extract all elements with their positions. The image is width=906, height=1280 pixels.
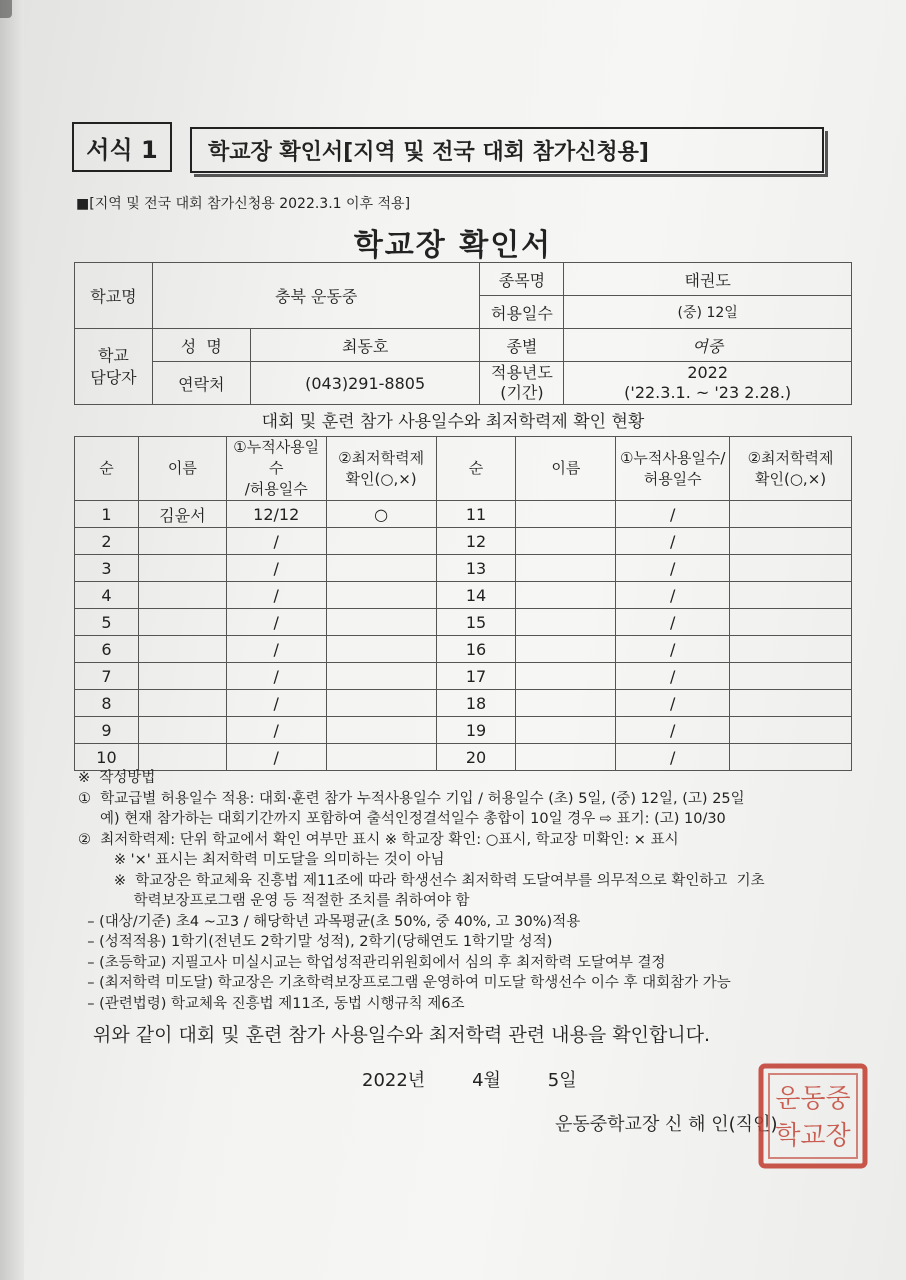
table-row [75,501,852,528]
cell-left-days: / [226,528,326,555]
section-title: 대회 및 훈련 참가 사용일수와 최저학력제 확인 현황 [261,412,645,432]
table-row [75,663,852,690]
instruction-line: – (관련법령) 학교체육 진흥법 제11조, 동법 시행규칙 제6조 [78,995,465,1012]
cell-left-days: 12/12 [226,501,326,528]
cell-right-days: / [616,582,730,609]
name-label: 성 명 [152,329,250,362]
table-body [75,501,852,771]
cell-left-check [326,744,436,771]
cell-left-name [138,528,226,555]
contact-value: (043)291-8805 [250,362,480,405]
document-title: 학교장 확인서 [353,228,553,263]
table-row [75,528,852,555]
cell-left-check [326,555,436,582]
cell-left-no: 2 [75,528,139,555]
cell-right-name [516,663,616,690]
cell-left-no: 7 [75,663,139,690]
cell-left-check [326,609,436,636]
cell-left-name: 김윤서 [138,501,226,528]
cell-right-no: 11 [436,501,516,528]
staple-mark [0,0,12,18]
name-value: 최동호 [250,329,480,362]
table-row [75,555,852,582]
seal-text-bottom: 학교장 [775,1121,851,1151]
table-row [75,717,852,744]
cell-right-days: / [616,528,730,555]
sport-label: 종목명 [480,263,564,296]
cell-right-check [730,555,852,582]
table-row [75,744,852,771]
instruction-line: 예) 현재 참가하는 대회기간까지 포함하여 출석인정결석일수 총합이 10일 경우 ⇨ 표기: (고) 10/30 [100,811,726,827]
cell-right-check [730,663,852,690]
header-cell: ①누적사용일수 /허용일수 [226,437,326,501]
seal-text-top: 운동중 [775,1084,851,1114]
cell-left-name [138,744,226,771]
header-cell: ②최저학력제 확인(○,×) [326,437,436,501]
cell-right-days: / [616,663,730,690]
header-cell: ①누적사용일수/ 허용일수 [616,437,730,501]
cell-left-no: 9 [75,717,139,744]
header-cell: 이름 [516,437,616,501]
instruction-line: – (성적적용) 1학기(전년도 2학기말 성적), 2학기(당해연도 1학기말 성적) [78,934,553,950]
cell-right-no: 19 [436,717,516,744]
cell-left-days: / [226,555,326,582]
cell-right-name [516,717,616,744]
cell-right-days: / [616,717,730,744]
sport-value: 태권도 [564,263,852,296]
cell-left-check [326,663,436,690]
form-title: 학교장 확인서[지역 및 전국 대회 참가신청용] [190,127,824,173]
cell-right-name [516,582,616,609]
confirmation-statement: 위와 같이 대회 및 훈련 참가 사용일수와 최저학력 관련 내용을 확인합니다. [93,1024,711,1046]
year-value: 2022 [687,363,729,382]
cell-right-days: / [616,555,730,582]
cell-right-days: / [616,636,730,663]
gender-label: 종별 [480,329,564,362]
cell-left-no: 5 [75,609,139,636]
table-row [75,582,852,609]
cell-left-name [138,582,226,609]
cell-right-no: 13 [436,555,516,582]
official-seal-stamp [757,1062,869,1170]
cell-left-no: 10 [75,744,139,771]
cell-left-name [138,555,226,582]
cell-left-check [326,582,436,609]
cell-right-check [730,501,852,528]
cell-right-no: 20 [436,744,516,771]
cell-right-days: / [616,609,730,636]
cell-left-days: / [226,636,326,663]
cell-right-days: / [616,744,730,771]
cell-left-days: / [226,744,326,771]
cell-right-name [516,744,616,771]
cell-right-name [516,555,616,582]
cell-left-no: 6 [75,636,139,663]
cell-left-check [326,528,436,555]
period-value: ('22.3.1. ~ '23 2.28.) [624,383,792,402]
table-row [75,690,852,717]
cell-left-check: ○ [326,501,436,528]
cell-right-days: / [616,501,730,528]
school-name-value: 충북 운동중 [152,263,480,329]
table-row [75,609,852,636]
cell-right-check [730,636,852,663]
cell-right-no: 12 [436,528,516,555]
year-cell [564,362,852,405]
form-number-label: 서식 1 [72,122,172,172]
cell-right-check [730,717,852,744]
manager-label: 학교 담당자 [75,329,153,405]
header-cell: 순 [436,437,516,501]
cell-left-check [326,636,436,663]
cell-left-days: / [226,582,326,609]
instruction-line: 학력보장프로그램 운영 등 적절한 조치를 취하여야 함 [106,893,470,909]
allowed-days-value: (중) 12일 [564,296,852,329]
header-cell: 순 [75,437,139,501]
instruction-line: – (초등학교) 지필고사 미실시교는 학업성적관리위원회에서 심의 후 최저학력 도달여부 결정 [78,954,666,971]
cell-right-no: 18 [436,690,516,717]
cell-left-check [326,717,436,744]
cell-left-no: 8 [75,690,139,717]
cell-right-name [516,690,616,717]
cell-left-days: / [226,609,326,636]
gender-value: 여중 [564,329,852,362]
instruction-line: ② 최저학력제: 단위 학교에서 확인 여부만 표시 ※ 학교장 확인: ○표시, 학교장 미확인: × 표시 [78,831,679,848]
cell-right-name [516,501,616,528]
application-notice: ■[지역 및 전국 대회 참가신청용 2022.3.1 이후 적용] [76,196,411,212]
instruction-line: – (최저학력 미도달) 학교장은 기초학력보장프로그램 운영하여 미도달 학생선수 이수 후 대회참가 가능 [78,975,731,991]
cell-right-check [730,582,852,609]
instruction-line: ※ 작성방법 [78,770,156,786]
cell-right-name [516,528,616,555]
instruction-line: – (대상/기준) 초4 ~고3 / 해당학년 과목평균(초 50%, 중 40%, 고 30%)적용 [78,913,581,930]
header-cell: 이름 [138,437,226,501]
cell-right-no: 16 [436,636,516,663]
cell-left-no: 4 [75,582,139,609]
cell-left-name [138,663,226,690]
school-info-table [74,262,852,405]
header-cell: ②최저학력제 확인(○,×) [730,437,852,501]
year-label: 적용년도 (기간) [480,362,564,405]
instruction-line: ① 학교급별 허용일수 적용: 대회·훈련 참가 누적사용일수 기입 / 허용일수 (초) 5일, (중) 12일, (고) 25일 [78,790,745,807]
participant-table [74,436,852,771]
cell-left-check [326,690,436,717]
cell-left-name [138,690,226,717]
cell-right-name [516,609,616,636]
allowed-days-label: 허용일수 [480,296,564,329]
cell-right-check [730,609,852,636]
cell-right-no: 14 [436,582,516,609]
principal-signature: 운동중학교장 신 해 인(직인) [555,1114,778,1135]
cell-right-name [516,636,616,663]
contact-label: 연락처 [152,362,250,405]
cell-left-name [138,636,226,663]
cell-right-check [730,744,852,771]
school-name-label: 학교명 [75,263,153,329]
cell-left-name [138,717,226,744]
issue-date: 2022년 4월 5일 [362,1070,577,1091]
cell-left-name [138,609,226,636]
instructions [78,768,868,1014]
cell-right-no: 17 [436,663,516,690]
cell-left-no: 3 [75,555,139,582]
cell-left-days: / [226,717,326,744]
table-header-row [75,437,852,501]
table-row [75,636,852,663]
cell-left-days: / [226,690,326,717]
cell-left-no: 1 [75,501,139,528]
paper-fold-shadow [0,0,24,1280]
cell-right-check [730,528,852,555]
instruction-line: ※ 학교장은 학교체육 진흥법 제11조에 따라 학생선수 최저학력 도달여부를 의무적으로 확인하고 기초 [100,872,765,889]
cell-right-days: / [616,690,730,717]
cell-right-no: 15 [436,609,516,636]
cell-right-check [730,690,852,717]
instruction-line: ※ '×' 표시는 최저학력 미도달을 의미하는 것이 아님 [100,852,445,868]
cell-left-days: / [226,663,326,690]
